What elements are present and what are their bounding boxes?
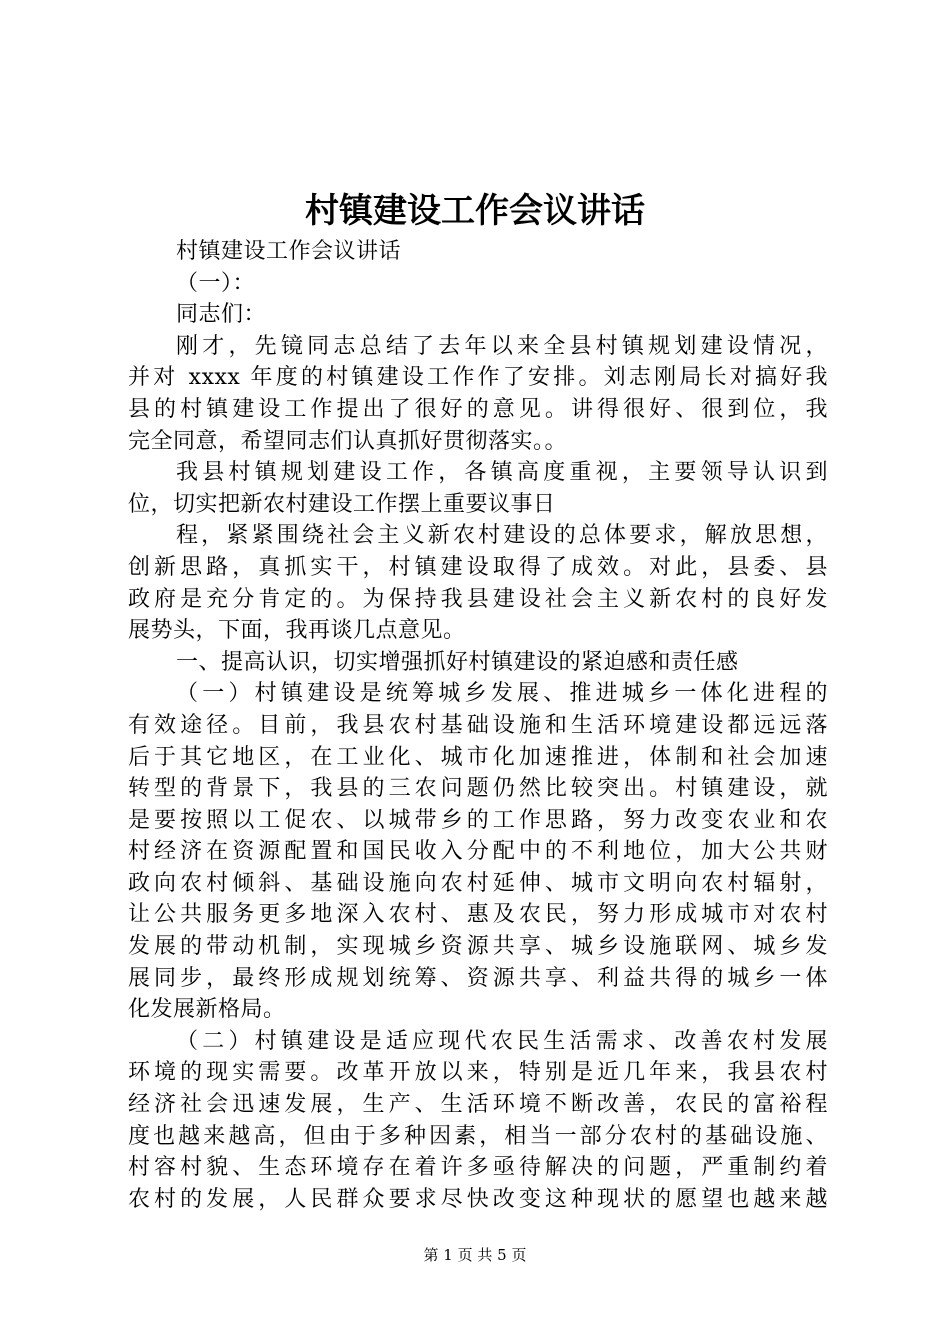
text-line: 环境的现实需要。改革开放以来，特别是近几年来，我县农村 bbox=[128, 1060, 828, 1086]
text-line: 同志们： bbox=[176, 302, 267, 328]
text-line: 县的村镇建设工作提出了很好的意见。讲得很好、很到位，我 bbox=[128, 396, 828, 422]
text-line: （一）： bbox=[176, 270, 256, 296]
text-line: 一、提高认识，切实增强抓好村镇建设的紧迫感和责任感 bbox=[176, 649, 739, 675]
document-body bbox=[128, 236, 828, 1215]
text-line: 村容村貌、生态环境存在着许多亟待解决的问题，严重制约着 bbox=[128, 1155, 828, 1181]
text-line: 化发展新格局。 bbox=[128, 997, 286, 1023]
text-line: 刚才，先镜同志总结了去年以来全县村镇规划建设情况， bbox=[176, 333, 828, 359]
text-line: （一）村镇建设是统筹城乡发展、推进城乡一体化进程的 bbox=[176, 681, 828, 707]
text-line: 转型的背景下，我县的三农问题仍然比较突出。村镇建设，就 bbox=[128, 776, 828, 802]
page-footer: 第 1 页 共 5 页 bbox=[423, 1246, 527, 1264]
text-line: 村镇建设工作会议讲话 bbox=[176, 239, 402, 264]
text-line: 我县村镇规划建设工作，各镇高度重视，主要领导认识到 bbox=[176, 460, 828, 486]
text-line: 程，紧紧围绕社会主义新农村建设的总体要求，解放思想， bbox=[176, 523, 828, 549]
text-line: 展同步，最终形成规划统筹、资源共享、利益共得的城乡一体 bbox=[128, 965, 828, 991]
text-line: 发展的带动机制，实现城乡资源共享、城乡设施联网、城乡发 bbox=[128, 934, 828, 960]
text-line: 政府是充分肯定的。为保持我县建设社会主义新农村的良好发 bbox=[128, 586, 828, 612]
text-line: 度也越来越高，但由于多种因素，相当一部分农村的基础设施、 bbox=[128, 1123, 828, 1149]
text-line: 是要按照以工促农、以城带乡的工作思路，努力改变农业和农 bbox=[128, 807, 828, 833]
text-line: 展势头，下面，我再谈几点意见。 bbox=[128, 618, 466, 644]
text-line: 有效途径。目前，我县农村基础设施和生活环境建设都远远落 bbox=[128, 712, 828, 738]
text-line: 农村的发展，人民群众要求尽快改变这种现状的愿望也越来越 bbox=[128, 1186, 828, 1212]
text-line: 创新思路，真抓实干，村镇建设取得了成效。对此，县委、县 bbox=[128, 554, 828, 580]
text-line: 让公共服务更多地深入农村、惠及农民，努力形成城市对农村 bbox=[128, 902, 828, 928]
page-title: 村镇建设工作会议讲话 bbox=[305, 191, 645, 231]
text-line: 村经济在资源配置和国民收入分配中的不利地位，加大公共财 bbox=[128, 839, 828, 865]
text-line: （二）村镇建设是适应现代农民生活需求、改善农村发展 bbox=[176, 1028, 828, 1054]
text-line: 完全同意，希望同志们认真抓好贯彻落实。。 bbox=[128, 428, 568, 454]
text-line: 政向农村倾斜、基础设施向农村延伸、城市文明向农村辐射， bbox=[128, 870, 828, 896]
text-line: 位，切实把新农村建设工作摆上重要议事日 bbox=[128, 491, 556, 517]
text-line: 经济社会迅速发展，生产、生活环境不断改善，农民的富裕程 bbox=[128, 1092, 828, 1118]
text-line: 并对 xxxx 年度的村镇建设工作作了安排。刘志刚局长对搞好我 bbox=[128, 365, 828, 391]
text-line: 后于其它地区，在工业化、城市化加速推进，体制和社会加速 bbox=[128, 744, 828, 770]
